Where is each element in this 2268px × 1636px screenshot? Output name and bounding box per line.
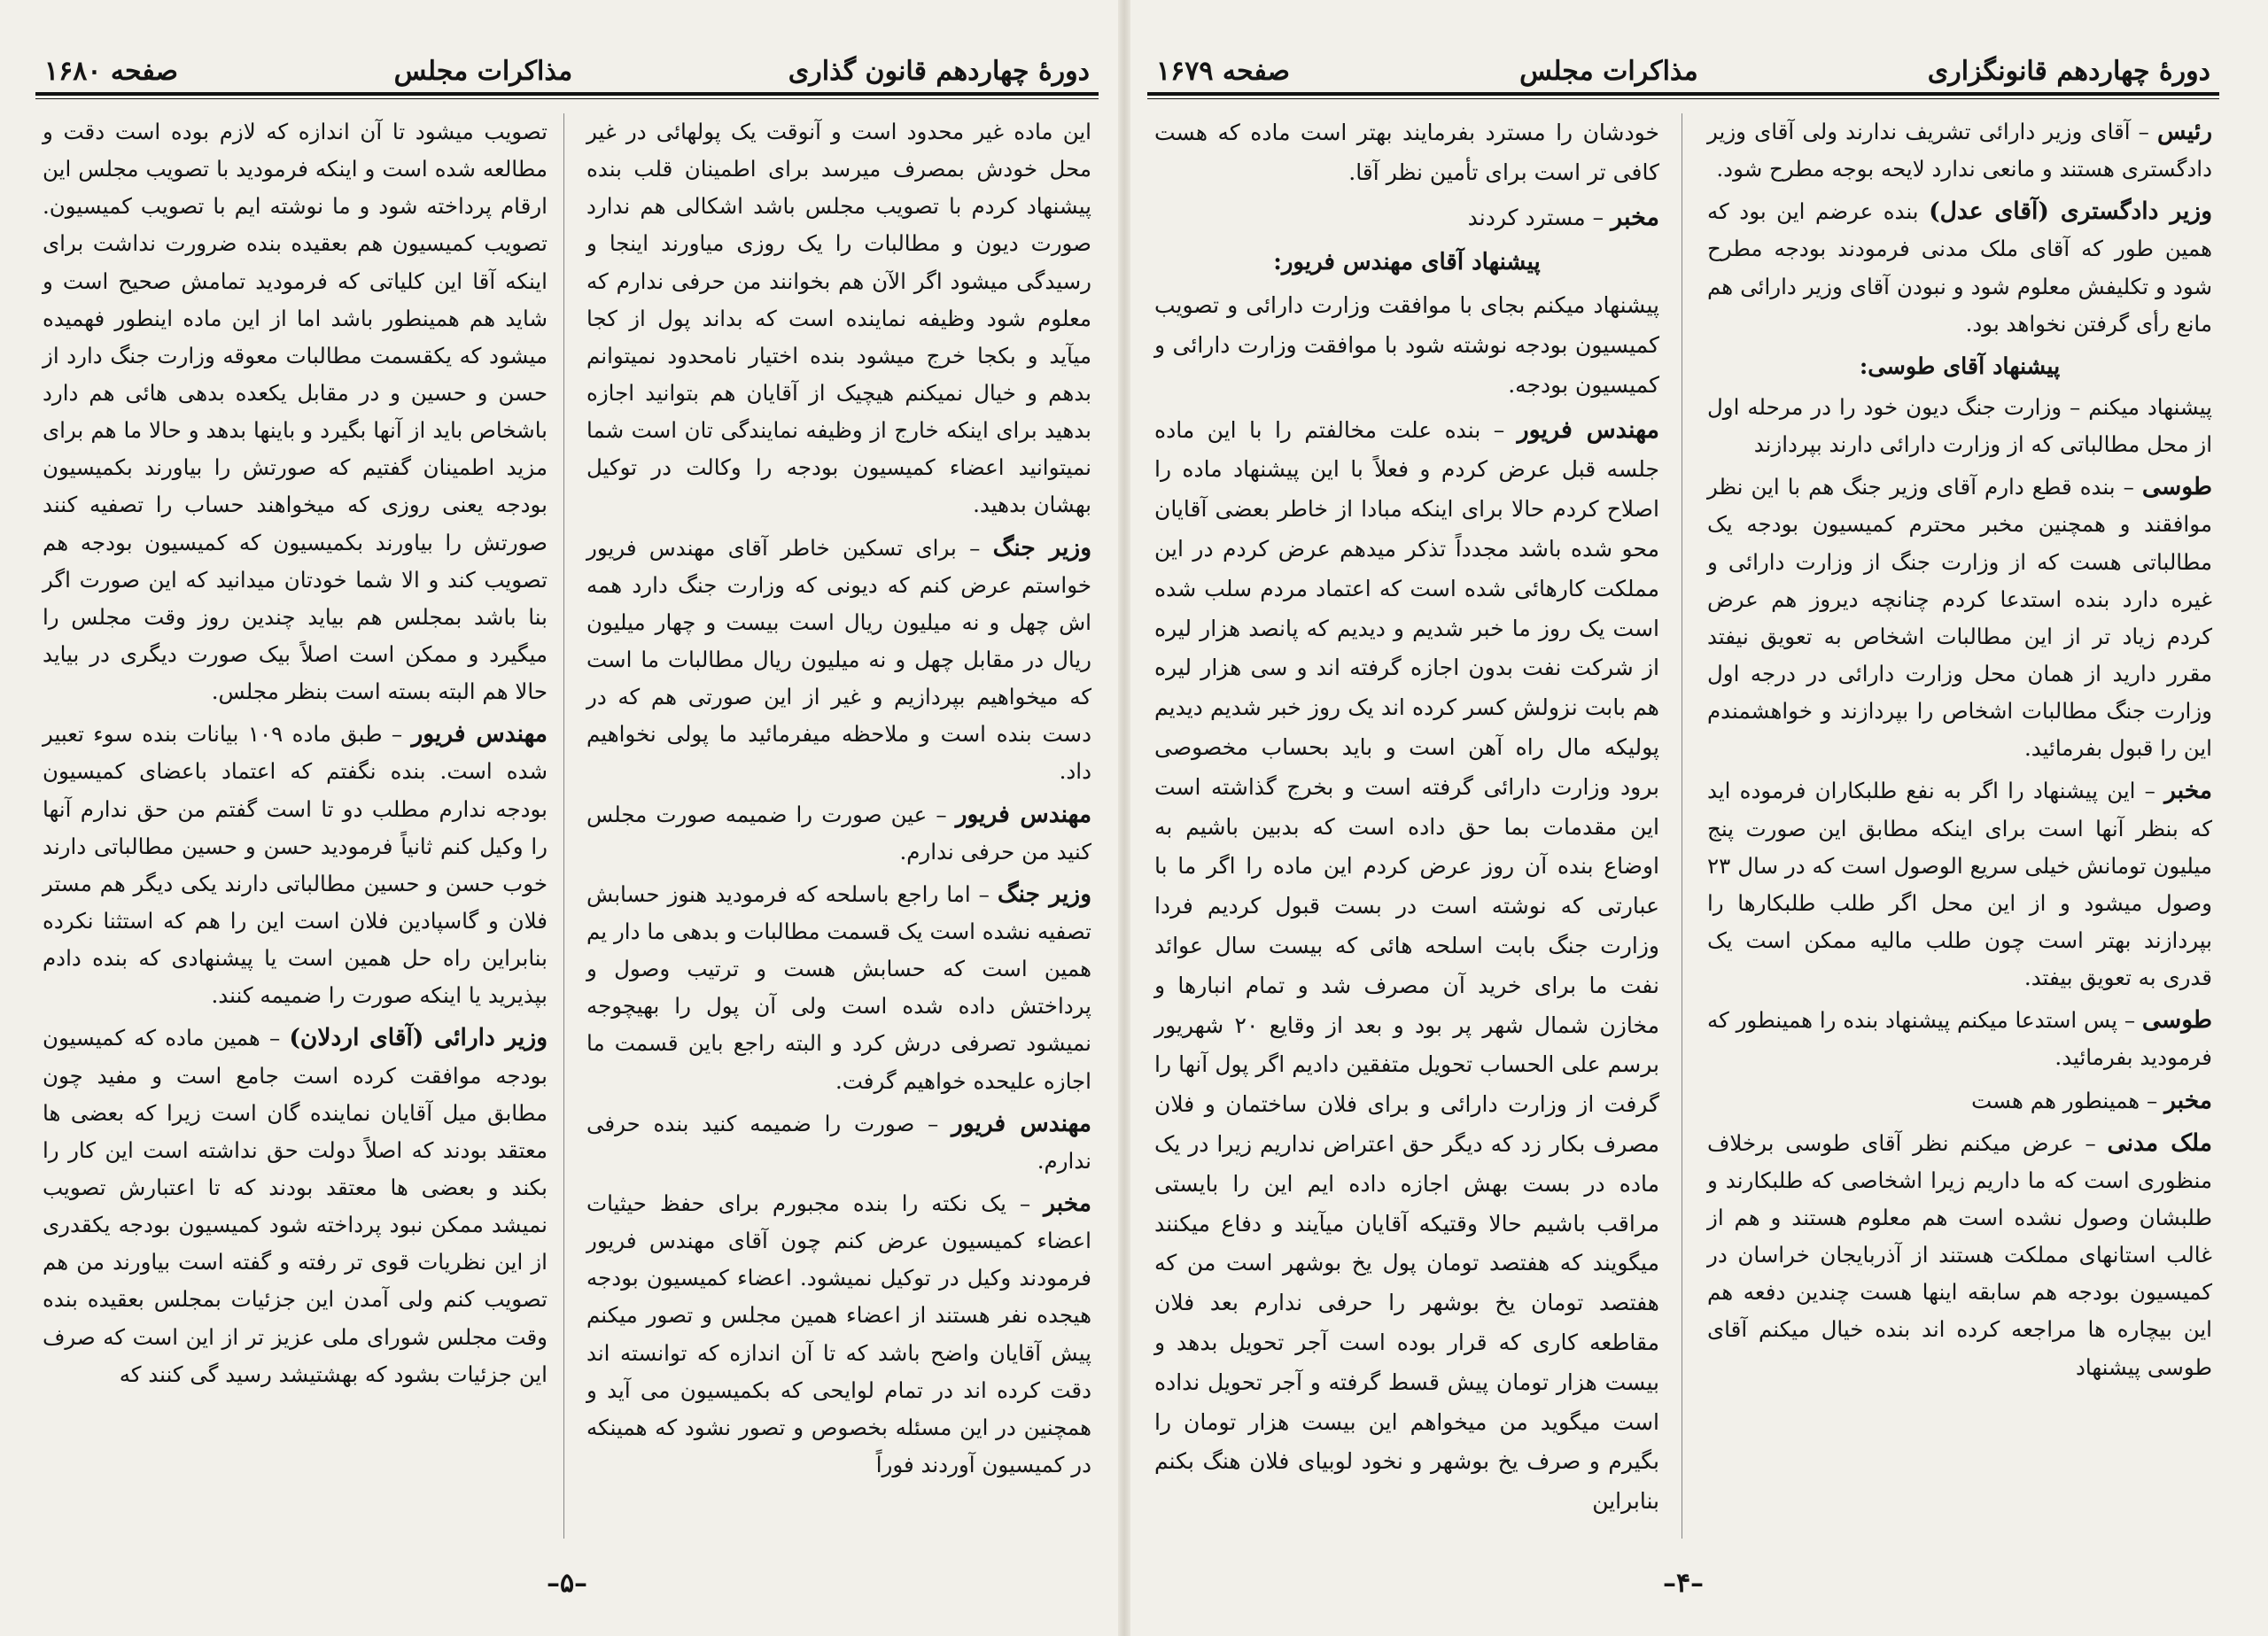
- journal-title: مذاکرات مجلس: [393, 56, 573, 87]
- speaker-name: مخبر: [2164, 777, 2212, 805]
- text-paragraph: [1707, 389, 2212, 463]
- session-title: دورهٔ چهاردهم قانون گذاری: [788, 56, 1090, 87]
- speaker-name: وزیر جنگ: [992, 533, 1092, 562]
- speech-paragraph: [1707, 193, 2212, 343]
- speech-text: پیشنهاد میکنم – وزارت جنگ دیون خود را در مرحله اول از محل مطالباتی که از وزارت دارائی دارند بپردازند: [1707, 393, 2212, 458]
- speaker-name: وزیر دارائی (آقای اردلان): [289, 1024, 548, 1052]
- folio: –۴–: [1662, 1568, 1705, 1599]
- speech-text: – آقای وزیر دارائی تشریف ندارند ولی آقای وزیر دادگستری هستند و مانعی ندارد لایحه بوجه مطرح شود.: [1707, 119, 2212, 182]
- speaker-name: رئیس: [2157, 118, 2212, 145]
- speaker-name: طوسی: [2141, 473, 2212, 501]
- speech-text: – عرض میکنم نظر آقای طوسی برخلاف منظوری است که ما داریم زیرا اشخاصی که طلبکارند و طلبشان وصول نشده است هم معلوم هستند و هم از غالب استانهای مملکت هستند از آذربایجان خراسان در کمیسیون بودجه هم سابقه اینها هست چندین دفعه هم این بیچاره ها مراجعه کرده اند بنده خیال میکنم آقای طوسی پیشنهاد: [1707, 1129, 2212, 1380]
- speech-text: تصویب میشود تا آن اندازه که لازم بوده است دقت و مطالعه شده است و اینکه فرمودید با تصویب مجلس این ارقام پرداخته شود و ما نوشته ایم با تصویب کمیسیون. تصویب کمیسیون هم بعقیده بنده ضرورت نداشت برای اینکه آقا این کلیاتی که فرمودید تمامش صحیح است و شاید هم همینطور باشد اما از این ماده اینطور فهمیده میشود که یکقسمت مطالبات معوقه وزارت جنگ دارد از حسن و حسین و در مقابل یکعده بدهی هائی هم دارد باشخاص باید از آنها بگیرد و باینها بدهد و حالا ما هم برای مزید اطمینان گفتیم که صورتش را بیاورند بکمیسیون بودجه یعنی روزی که میخواهند حساب را تصفیه کنند صورتش را بیاورند بکمیسیون که کمیسیون بودجه هم تصویب کند و الا شما خودتان میدانید که این صورت اگر بنا باشد بمجلس هم بیاید چندین روز وقت مجلس را میگیرد و ممکن است اصلاً بیک صورت دیگری در بیاید حالا هم البته بسته است بنظر مجلس.: [43, 119, 548, 705]
- page-number: صفحه ۱۶۷۹: [1156, 56, 1291, 87]
- running-head: [35, 34, 1099, 87]
- speech-paragraph: [1707, 1125, 2212, 1386]
- speech-text: – مسترد کردند: [1467, 204, 1604, 230]
- speaker-name: مخبر: [1044, 1189, 1091, 1217]
- text-paragraph: [586, 113, 1091, 524]
- speech-paragraph: [1154, 198, 1659, 238]
- speech-paragraph: [586, 796, 1091, 871]
- speech-paragraph: [1707, 1002, 2212, 1076]
- text-column-left: [43, 113, 548, 1399]
- binding-gutter: [1118, 0, 1130, 1636]
- speech-paragraph: [586, 530, 1091, 791]
- speaker-name: مهندس فریور: [955, 800, 1092, 828]
- text-paragraph: [1154, 113, 1659, 193]
- speech-paragraph: [1707, 469, 2212, 767]
- header-rule: [1147, 92, 2219, 99]
- journal-title: مذاکرات مجلس: [1519, 56, 1698, 87]
- speech-paragraph: [1154, 411, 1659, 1522]
- speaker-name: ملک مدنی: [2107, 1128, 2212, 1157]
- speech-paragraph: [586, 1185, 1091, 1484]
- text-column-right: [1707, 113, 2212, 1392]
- speech-text: – همین ماده که کمیسیون بودجه موافقت کرده است جامع است و مفید چون مطابق میل آقایان نماینده گان است زیرا که بعضی ها معتقد بودند که اصلاً دولت حق نداشته است این کار را بکند و بعضی ها معتقد بودند که تا اعتبارش تصویب نمیشد ممکن نبود پرداخته شود کمیسیون بودجه یکقدری از این نظریات قوی تر رفته و گفته است بیاورند من هم تصویب کنم ولی آمدن این جزئیات بمجلس بعقیده بنده وقت مجلس شورای ملی عزیز تر از این است که صرف این جزئیات بشود که بهشتیشد رسید گی کنند که: [43, 1025, 548, 1387]
- speech-text: – برای تسکین خاطر آقای مهندس فریور خواستم عرض کنم که دیونی که وزارت جنگ دارد همه اش چهل و نه میلیون ریال است بیست و چهار میلیون ریال در مقابل چهل و نه میلیون ریال مطالبات ما است که میخواهیم بپردازیم و غیر از این صورتی هم که در دست بنده است و ملاحظه میفرمائید ما پولی نخواهیم داد.: [586, 534, 1091, 785]
- text-paragraph: [43, 113, 548, 710]
- speaker-name: طوسی: [2141, 1006, 2212, 1035]
- speech-text: – طبق ماده ۱۰۹ بیانات بنده سوء تعبیر شده است. بنده نگفتم که اعتماد باعضای کمیسیون بودجه ندارم مطلب دو تا است گفتم من حق ندارم آنها را وکیل کنم ثانیاً فرمودید حسن و حسین مطالباتی دارند خوب حسن و حسین مطالباتی دارند یکی دیگر هم مستر فلان و گاسپادین فلان است این را هم که استثنا نکرده بنابراین راه حل همین است یا پیشنهادی که بنده دادم بپذیرید یا اینکه صورت را ضمیمه کنند.: [43, 721, 548, 1009]
- speaker-name: مهندس فریور: [411, 720, 548, 748]
- speaker-name: مهندس فریور: [951, 1109, 1091, 1137]
- speech-text: – یک نکته را بنده مجبورم برای حفظ حیثیات اعضاء کمیسیون عرض کنم چون آقای مهندس فریور فرمودند وکیل در توکیل نمیشود. اعضاء کمیسیون بودجه هیجده نفر هستند از اعضاء همین مجلس و تصور میکنم پیش آقایان واضح باشد که تا آن اندازه که توانسته اند دقت کرده اند در تمام لوایحی که بکمیسیون می آید و همچنین در این مسئله بخصوص و تصور نشود که همینکه در کمیسیون آوردند فوراً: [586, 1190, 1091, 1477]
- speech-paragraph: [1707, 772, 2212, 996]
- speech-text: – پس استدعا میکنم پیشنهاد بنده را همینطور که فرمودید بفرمائید.: [1707, 1007, 2212, 1071]
- speaker-name: مخبر: [2164, 1086, 2212, 1114]
- speech-paragraph: [43, 1020, 548, 1392]
- speech-paragraph: [1707, 113, 2212, 188]
- page-1680: [35, 0, 1099, 1636]
- speech-text: این ماده غیر محدود است و آنوقت یک پولهائی در غیر محل خودش بمصرف میرسد برای اطمینان قلب بنده پیشنهاد کردم با تصویب مجلس باشد اشکالی هم ندارد صورت دیون و مطالبات را یک روزی میاورند اینجا و رسیدگی میشود اگر الآن هم بخوانند من حرفی ندارم که معلوم شود وظیفه نماینده است که بداند پول از کجا میآید و بکجا خرج میشود بنده اختیار نامحدود نمیتوانم بدهم و خیال نمیکنم هیچیک از آقایان هم بتوانید اجازه بدهید برای اینکه خارج از وظیفه نمایندگی تان است شما نمیتوانید اعضاء کمیسیون بودجه را وکالت در توکیل بهشان بدهید.: [586, 119, 1091, 518]
- speaker-name: مخبر: [1611, 203, 1659, 231]
- speech-text: – همینطور هم هست: [1971, 1087, 2158, 1113]
- speech-text: – صورت را ضمیمه کنید بنده حرفی ندارم.: [586, 1110, 1091, 1174]
- page-1679: [1147, 0, 2219, 1636]
- speech-text: – بنده علت مخالفتم را با این ماده جلسه قبل عرض کردم و فعلاً با این پیشنهاد ماده را اصلاح کردم حالا برای اینکه مبادا از خاطر بعضی آقایان محو شده باشد مجدداً تذکر میدهم عرض کردم در این مملکت کارهائی شده است که اعتماد مردم سلب شده است یک روز ما خبر شدیم و دیدیم که پانصد هزار لیره از شرکت نفت بدون اجازه گرفته اند و سی هزار لیره هم بابت نزولش کسر کرده اند یک روز خبر شدیم دیدیم پولیکه مال راه آهن است و باید بحساب مخصوصی برود وزارت دارائی گرفته است و بخرج گذاشته است این مقدمات بما حق داده است که بدبین باشیم به اوضاع بنده آن روز عرض کردم این ماده را اگر ما با عبارتی که نوشته است در بست قبول کردیم فردا وزارت جنگ بابت اسلحه هائی که بیست سال عوائد نفت ما برای خرید آن مصرف شد و تمام انبارها و مخازن شمال شهر پر بود و بعد از وقایع ۲۰ شهریور برسم علی الحساب تحویل متفقین دادیم اگر پول آنها را گرفت از وزارت دارائی و برای فلان ساختمان و فلان مصرف بکار زد که دیگر حق اعتراض نداریم زیرا در یک ماده در بست بهش اجازه داده ایم این را بایستی مراقب باشیم حالا وقتیکه آقایان میآیند و دفاع میکنند میگویند که هفتصد تومان پول یخ بوشهر است من که هفتصد تومان یخ بوشهر را حرفی ندارم بعد فلان مقاطعه کاری که قرار بوده است آجر تحویل بدهد و بیست هزار تومان پیش قسط گرفته و آجر تحویل نداده است میگوید من میخواهم این بیست هزار تومان را بگیرم و صرف یخ بوشهر و نخود لوبیای فلان هنگ بکنم بنابراین: [1154, 416, 1659, 1515]
- speech-text: پیشنهاد میکنم بجای با موافقت وزارت دارائی و تصویب کمیسیون بودجه نوشته شود با موافقت وزارت دارائی و کمیسیون بودجه.: [1154, 292, 1659, 398]
- speech-text: – اما راجع باسلحه که فرمودید هنوز حسابش تصفیه نشده است یک قسمت مطالبات و بدهی ما دار یم همین است که حسابش هست و ترتیب وصول و پرداختش داده شده است ولی آن پول را بهیچوجه نمیشود تصرفی درش کرد و البته راجع باین قسمت ما اجازه علیحده خواهیم گرفت.: [586, 880, 1091, 1094]
- speech-paragraph: [1707, 1082, 2212, 1120]
- text-column-left: [1154, 113, 1659, 1527]
- speech-paragraph: [43, 716, 548, 1014]
- text-paragraph: [1154, 286, 1659, 405]
- running-head: [1147, 34, 2219, 87]
- text-column-right: [586, 113, 1091, 1489]
- header-rule: [35, 92, 1099, 99]
- speaker-name: وزیر جنگ: [997, 880, 1091, 908]
- page-number: صفحه ۱۶۸۰: [44, 56, 179, 87]
- speech-paragraph: [586, 876, 1091, 1100]
- speech-text: – عین صورت را ضمیمه صورت مجلس کنید من حرفی ندارم.: [586, 801, 1091, 865]
- session-title: دورهٔ چهاردهم قانونگزاری: [1927, 56, 2210, 87]
- folio: –۵–: [546, 1568, 588, 1599]
- proposal-heading: پیشنهاد آقای طوسی:: [1859, 353, 2061, 380]
- speech-text: – بنده قطع دارم آقای وزیر جنگ هم با این نظر موافقند و همچنین مخبر محترم کمیسیون بودجه یک مطالباتی هست که از وزارت جنگ از وزارت دارائی و غیره دارد بنده استدعا کردم چنانچه دیروز هم عرض کردم زیاد تر از این مطالبات اشخاص به تعویق نیفتد مقرر دارید از همان محل وزارت دارائی در درجه اول وزارت جنگ مطالبات اشخاص را بپردازند و خواهشمندم این را قبول بفرمائید.: [1707, 474, 2212, 762]
- proposal-heading: پیشنهاد آقای مهندس فریور:: [1273, 249, 1541, 276]
- speech-paragraph: [586, 1105, 1091, 1180]
- speaker-name: مهندس فریور: [1517, 415, 1659, 444]
- speech-text: خودشان را مسترد بفرمایند بهتر است ماده که هست کافی تر است برای تأمین نظر آقا.: [1154, 120, 1659, 185]
- speaker-name: وزیر دادگستری (آقای عدل): [1929, 198, 2212, 226]
- column-divider: [563, 113, 564, 1539]
- speech-text: – این پیشنهاد را اگر به نفع طلبکاران فرموده اید که بنظر آنها است برای اینکه مطابق این صورت پنج میلیون تومانش خیلی سریع الوصول است که در سال ۲۳ وصول میشود و از این محل اگر طلب طلبکارها را بپردازند بهتر است چون طلب مالیه ممکن است یک قدری به تعویق بیفتد.: [1707, 778, 2212, 991]
- speech-text: بنده عرضم این بود که همین طور که آقای ملک مدنی فرمودند بودجه مطرح شود و تکلیفش معلوم شود و نبودن آقای وزیر دارائی هم مانع رأی گرفتن نخواهد بود.: [1707, 198, 2212, 337]
